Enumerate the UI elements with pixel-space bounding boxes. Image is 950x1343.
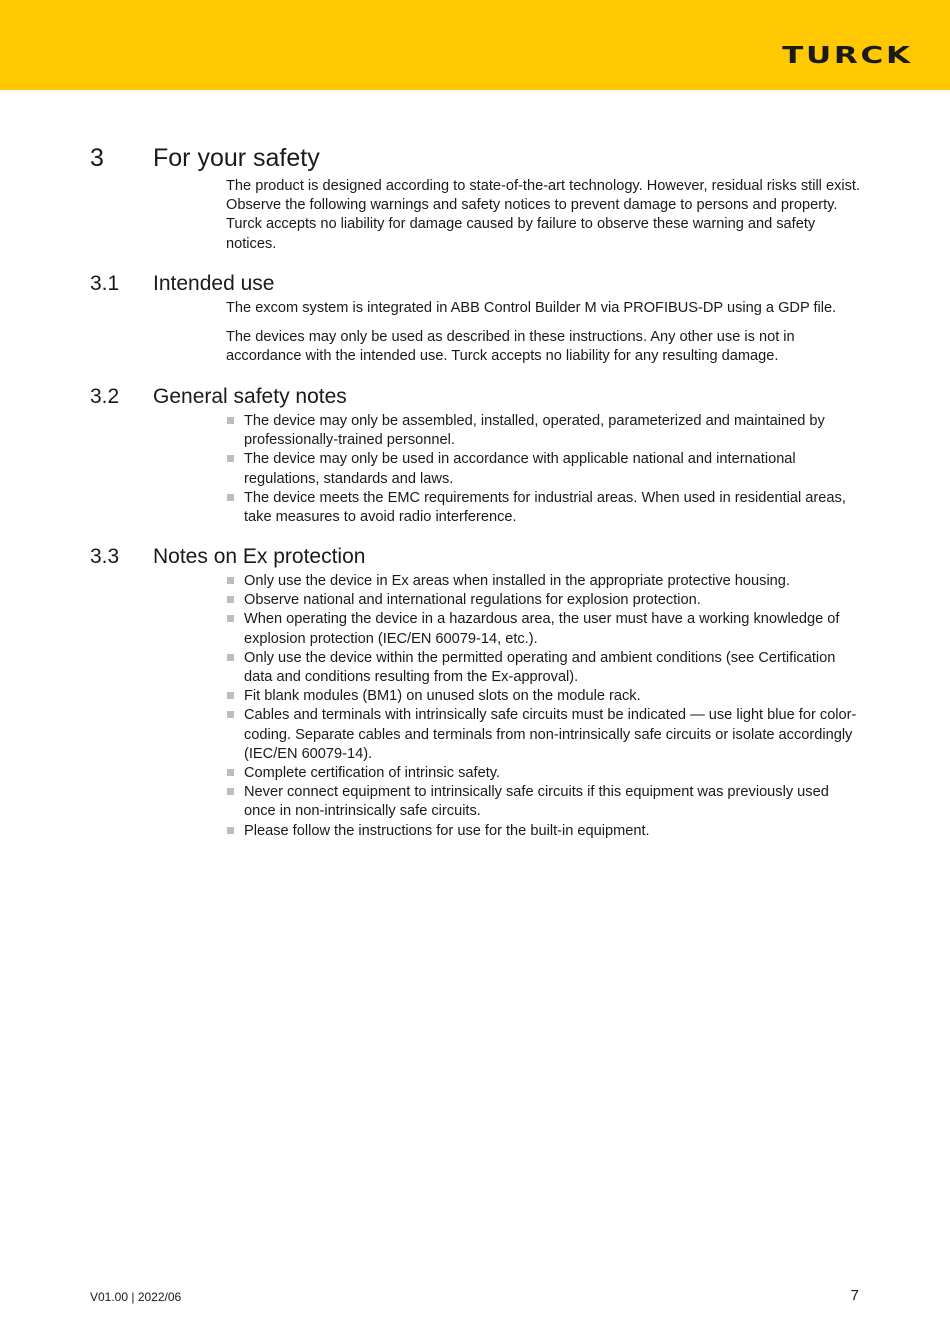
section-body [226,299,861,377]
list-item-text: The device may only be assembled, installed, operated, parameterized and maintained by professionally-trained personnel. [244,413,825,449]
list-item [226,591,861,610]
section-number: 3.1 [90,272,120,295]
list-item-text: When operating the device in a hazardous area, the user must have a working knowledge of explosion protection (IEC/EN 60079-14, etc.). [244,611,840,647]
list-item-text: Observe national and international regulations for explosion protection. [244,592,701,609]
list-item [226,489,861,527]
list-item-text: Only use the device in Ex areas when installed in the appropriate protective housing. [244,573,790,589]
bullet-square-icon [227,615,234,622]
bullet-square-icon [227,769,234,776]
section-number: 3.2 [90,385,120,408]
section-number: 3 [90,144,104,172]
list-item [226,649,861,687]
section-title: General safety notes [153,385,347,408]
list-item-text: Cables and terminals with intrinsically safe circuits must be indicated — use light blue for color-coding. Separate cables and terminals from non-intrinsically safe circuits or isolate accordingly (IEC/EN 60079-14). [244,707,857,762]
bullet-square-icon [227,577,234,584]
bullet-square-icon [227,827,234,834]
list-item [226,610,861,648]
section-body [226,177,861,264]
section-body [226,412,861,527]
list-item-text: Please follow the instructions for use for the built-in equipment. [244,822,650,839]
bullet-square-icon [227,692,234,699]
paragraph: The product is designed according to state-of-the-art technology. However, residual risks still exist. Observe the following warnings and safety notices to prevent damage to persons and property. Turck accepts no liability for damage caused by failure to observe these warning and safety notices. [226,178,861,252]
list-item [226,687,861,706]
list-item [226,572,861,591]
footer-version: V01.00 | 2022/06 [90,1290,182,1304]
list-item [226,412,861,450]
bullet-square-icon [227,711,234,718]
list-item-text: The device may only be used in accordance with applicable national and international regulations, standards and laws. [244,451,796,487]
list-item [226,764,861,783]
bullet-square-icon [227,788,234,795]
list-item [226,450,861,488]
page-number: 7 [850,1287,859,1304]
bullet-square-icon [227,455,234,462]
section-title: Intended use [153,272,275,295]
section-title: For your safety [153,144,320,172]
bullet-square-icon [227,417,234,424]
list-item-text: Only use the device within the permitted operating and ambient conditions (see Certification data and conditions resulting from the Ex-approval). [244,649,836,686]
bullet-square-icon [227,596,234,603]
bullet-square-icon [227,654,234,661]
list-item [226,783,861,821]
list-item-text: Fit blank modules (BM1) on unused slots on the module rack. [244,688,641,705]
paragraph: The excom system is integrated in ABB Control Builder M via PROFIBUS-DP using a GDP file. [226,300,837,316]
paragraph: The devices may only be used as described in these instructions. Any other use is not in accordance with the intended use. Turck accepts no liability for any resulting damage. [226,329,795,365]
list-item-text: Never connect equipment to intrinsically safe circuits if this equipment was previously used once in non-intrinsically safe circuits. [244,784,829,820]
list-item [226,822,861,841]
turck-logo: TURCK [782,43,913,69]
section-title: Notes on Ex protection [153,545,366,568]
list-item [226,706,861,764]
bullet-list [226,412,861,527]
list-item-text: Complete certification of intrinsic safety. [244,765,501,782]
bullet-list [226,572,861,841]
section-number: 3.3 [90,545,120,568]
section-body [226,572,861,841]
list-item-text: The device meets the EMC requirements for industrial areas. When used in residential areas, take measures to avoid radio interference. [244,489,846,526]
bullet-square-icon [227,494,234,501]
